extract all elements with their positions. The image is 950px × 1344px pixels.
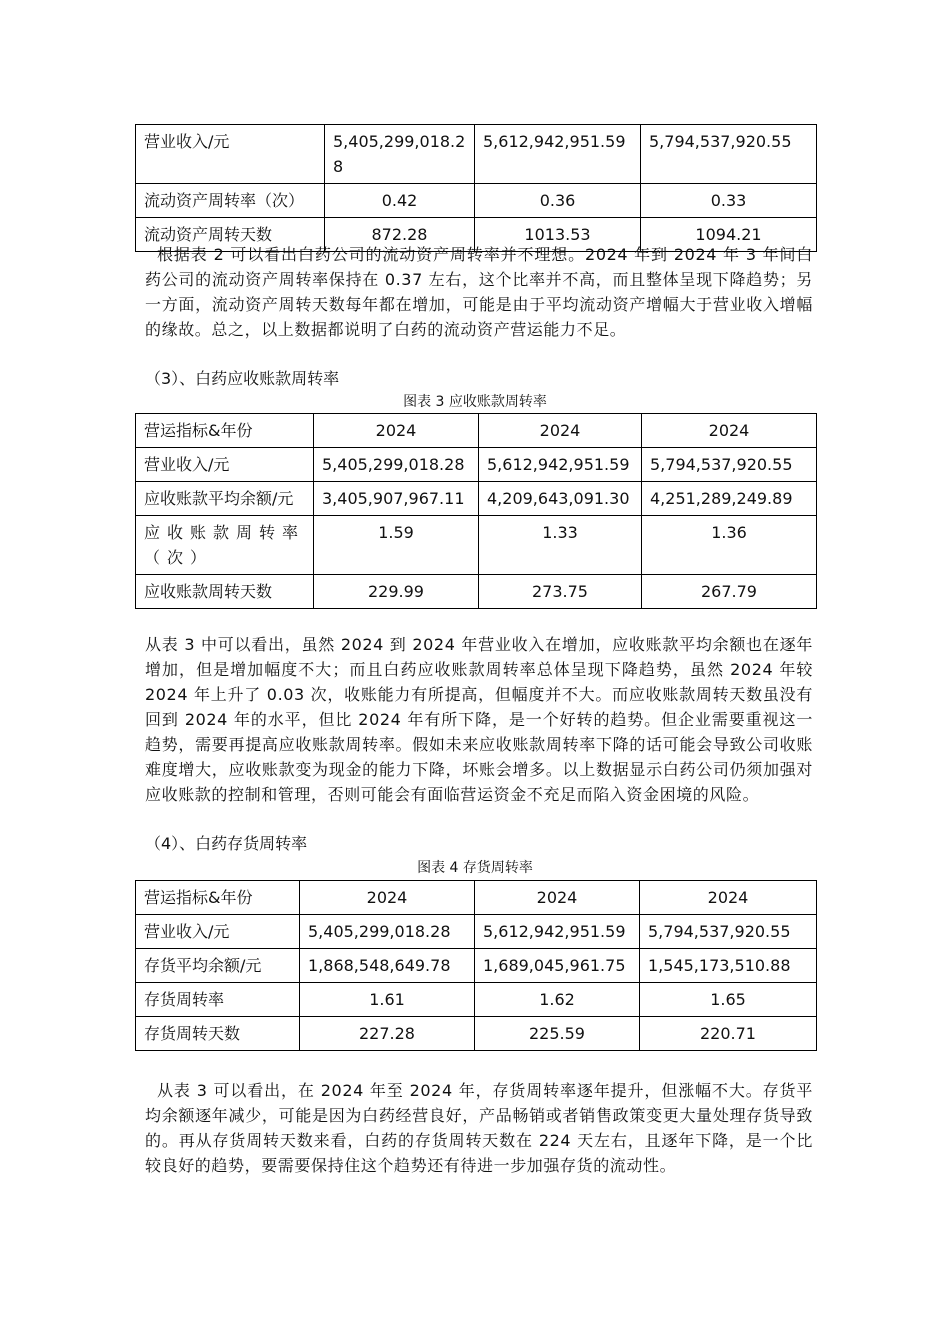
- paragraph-inventory-analysis: 从表 3 可以看出，在 2024 年至 2024 年，存货周转率逐年提升，但涨幅不大。存货平均余额逐年减少，可能是因为白药经营良好，产品畅销或者销售政策变更大量处理存货导致的。再从存货周转天数来看，白药的存货周转天数在 224 天左右，且逐年下降，是一个比较良好的趋势，要需要保持住这个趋势还有待进一步加强存货的流动性。: [145, 1081, 813, 1175]
- table-cell: 872.28: [325, 218, 475, 252]
- table-header-row: [136, 414, 817, 448]
- table-row: [136, 1017, 817, 1051]
- table-cell: 应收账款周转天数: [136, 575, 314, 609]
- table-cell: 0.36: [475, 184, 641, 218]
- table-header-cell: 2024: [642, 414, 817, 448]
- table-cell: 5,612,942,951.59: [475, 125, 641, 184]
- table-cell: 存货平均余额/元: [136, 949, 300, 983]
- table-header-cell: 营运指标&年份: [136, 881, 300, 915]
- table-cell: 1.33: [479, 516, 642, 575]
- table-header-cell: 2024: [314, 414, 479, 448]
- table-row: [136, 448, 817, 482]
- table-cell: 1.62: [475, 983, 640, 1017]
- table-row: [136, 125, 817, 184]
- table-cell: 5,405,299,018.28: [314, 448, 479, 482]
- table-row: [136, 516, 817, 575]
- section-heading-receivables: （3）、白药应收账款周转率: [145, 369, 340, 388]
- table-cell: 存货周转率: [136, 983, 300, 1017]
- table-cell: 存货周转天数: [136, 1017, 300, 1051]
- table-cell: 1013.53: [475, 218, 641, 252]
- table-header-cell: 营运指标&年份: [136, 414, 314, 448]
- table-header-cell: 2024: [479, 414, 642, 448]
- table-cell: 0.33: [641, 184, 817, 218]
- table-row: [136, 949, 817, 983]
- table-inventory-turnover: [135, 880, 817, 1051]
- table-cell: 3,405,907,967.11: [314, 482, 479, 516]
- table-cell: 5,405,299,018.28: [300, 915, 475, 949]
- table-cell: 5,405,299,018.28: [325, 125, 475, 184]
- table-cell: 4,209,643,091.30: [479, 482, 642, 516]
- table-row: [136, 915, 817, 949]
- table-cell: 营业收入/元: [136, 915, 300, 949]
- table-cell: 5,794,537,920.55: [641, 125, 817, 184]
- paragraph-receivables-analysis: 从表 3 中可以看出，虽然 2024 到 2024 年营业收入在增加，应收账款平均余额也在逐年增加，但是增加幅度不大；而且白药应收账款周转率总体呈现下降趋势，虽然 2024 年较 2024 年上升了 0.03 次，收账能力有所提高，但幅度并不大。而应收账款周转天数虽没有回到 2024 年的水平，但比 2024 年有所下降，是一个好转的趋势。但企业需要重视这一趋势，需要再提高应收账款周转率。假如未来应收账款周转率下降的话可能会导致公司收账难度增大，应收账款变为现金的能力下降，坏账会增多。以上数据显示白药公司仍须加强对应收账款的控制和管理，否则可能会有面临营运资金不充足而陷入资金困境的风险。: [145, 635, 813, 804]
- table-row: [136, 983, 817, 1017]
- table-cell: 5,794,537,920.55: [640, 915, 817, 949]
- table-caption-inventory: 图表 4 存货周转率: [417, 860, 533, 876]
- table-current-asset-turnover: [135, 124, 817, 252]
- table-cell: 5,794,537,920.55: [642, 448, 817, 482]
- table-cell: 273.75: [479, 575, 642, 609]
- table-cell: 流动资产周转天数: [136, 218, 325, 252]
- table-cell: 0.42: [325, 184, 475, 218]
- table-row: [136, 575, 817, 609]
- table-cell: 流动资产周转率（次）: [136, 184, 325, 218]
- table-cell: 1094.21: [641, 218, 817, 252]
- table-cell: 应收账款平均余额/元: [136, 482, 314, 516]
- table-cell: 1,689,045,961.75: [475, 949, 640, 983]
- table-row: [136, 482, 817, 516]
- table-cell: 1.61: [300, 983, 475, 1017]
- table-cell: 应收账款周转率（次）: [136, 516, 314, 575]
- table-cell: 229.99: [314, 575, 479, 609]
- table-caption-receivables: 图表 3 应收账款周转率: [403, 394, 547, 410]
- table-cell: 225.59: [475, 1017, 640, 1051]
- table-header-cell: 2024: [300, 881, 475, 915]
- table-receivables-turnover: [135, 413, 817, 609]
- table-header-cell: 2024: [475, 881, 640, 915]
- table-cell: 220.71: [640, 1017, 817, 1051]
- table-row: [136, 184, 817, 218]
- section-heading-inventory: （4）、白药存货周转率: [145, 834, 308, 853]
- table-cell: 5,612,942,951.59: [475, 915, 640, 949]
- table-cell: 267.79: [642, 575, 817, 609]
- table-header-cell: 2024: [640, 881, 817, 915]
- table-cell: 1,868,548,649.78: [300, 949, 475, 983]
- table-header-row: [136, 881, 817, 915]
- table-cell: 1,545,173,510.88: [640, 949, 817, 983]
- paragraph-current-asset-analysis: 根据表 2 可以看出白药公司的流动资产周转率并不理想。2024 年到 2024 年 3 年间白药公司的流动资产周转率保持在 0.37 左右，这个比率并不高，而且整体呈现下降趋势；另一方面，流动资产周转天数每年都在增加，可能是由于平均流动资产增幅大于营业收入增幅的缘故。总之，以上数据都说明了白药的流动资产营运能力不足。: [145, 245, 813, 339]
- table-cell: 5,612,942,951.59: [479, 448, 642, 482]
- table-cell: 1.65: [640, 983, 817, 1017]
- table-cell: 227.28: [300, 1017, 475, 1051]
- table-cell: 营业收入/元: [136, 125, 325, 184]
- table-cell: 1.59: [314, 516, 479, 575]
- table-cell: 1.36: [642, 516, 817, 575]
- table-cell: 营业收入/元: [136, 448, 314, 482]
- table-cell: 4,251,289,249.89: [642, 482, 817, 516]
